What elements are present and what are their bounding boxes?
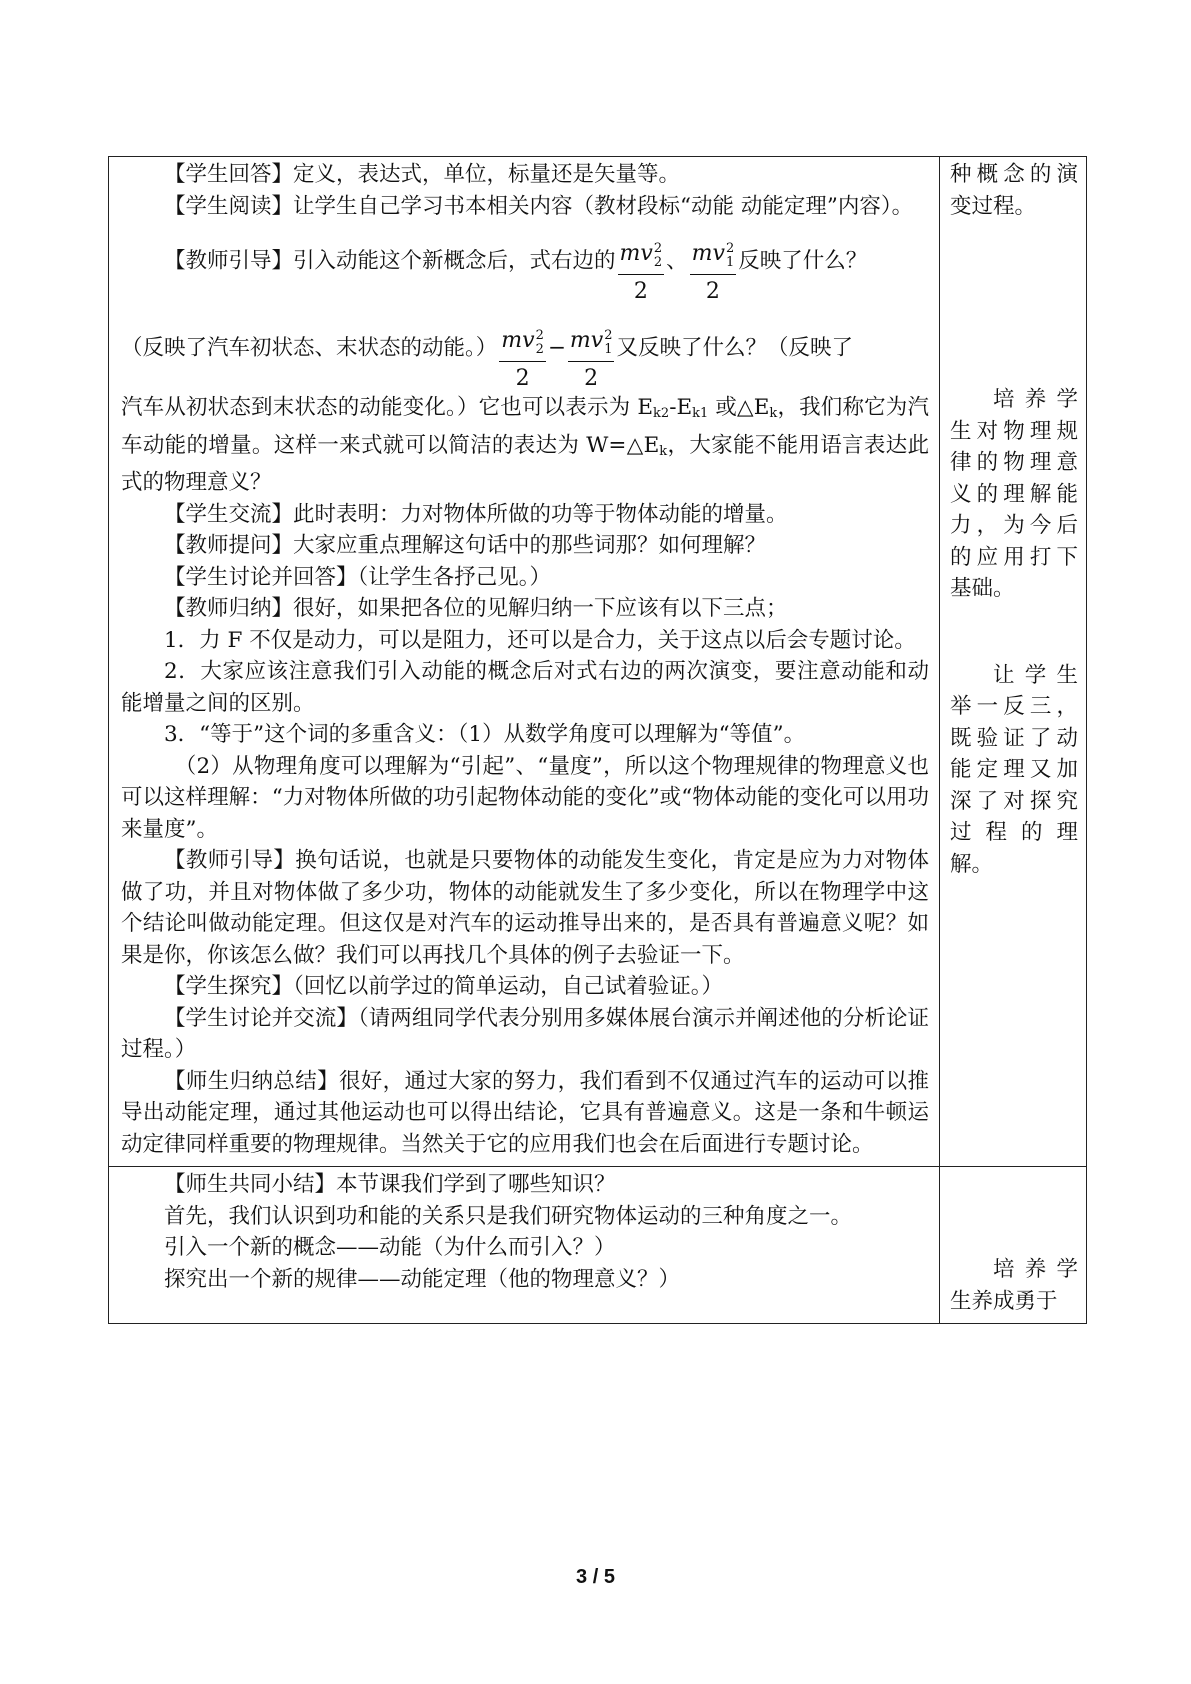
paragraph: 首先，我们认识到功和能的关系只是我们研究物体运动的三种角度之一。 [164,1203,853,1229]
side-note: 培养学生养成勇于 [950,1257,1078,1314]
list-item: 3．“等于”这个词的多重含义：（1）从数学角度可以理解为“等值”。 [164,722,806,747]
summary-cell [109,1167,940,1324]
paragraph: 【学生探究】（回忆以前学过的简单运动，自己试着验证。） [164,974,724,999]
paragraph: 【学生回答】定义，表达式，单位，标量还是矢量等。 [164,162,681,187]
paragraph: 【教师提问】大家应重点理解这句话中的那些词那？如何理解？ [164,533,767,558]
paragraph: 【教师引导】换句话说，也就是只要物体的动能发生变化，肯定是应为力对物体做了功，并且对物体做了多少功，物体的动能就发生了多少变化，所以在物理学中这个结论叫做动能定理。但这仅是对汽车的运动推导出来的，是否具有普遍意义呢？如果是你，你该怎么做？我们可以再找几个具体的例子去验证一下。 [121,848,929,968]
paragraph: 引入一个新的概念——动能（为什么而引入？） [164,1235,616,1260]
paragraph: （2）从物理角度可以理解为“引起”、“量度”，所以这个物理规律的物理意义也可以这样理解：“力对物体所做的功引起物体动能的变化”或“物体动能的变化可以用功来量度”。 [121,753,929,842]
teaching-process-cell [109,157,940,1167]
page-number: 3 / 5 [576,1566,615,1588]
paragraph: 【师生归纳总结】很好，通过大家的努力，我们看到不仅通过汽车的运动可以推导出动能定理，通过其他运动也可以得出结论，它具有普遍意义。这是一条和牛顿运动定律同样重要的物理规律。当然关于它的应用我们也会在后面进行专题讨论。 [121,1068,929,1157]
design-intent-cell [940,1167,1087,1324]
table-row [109,157,1087,1167]
paragraph: 【教师归纳】很好，如果把各位的见解归纳一下应该有以下三点； [164,596,788,621]
side-note: 让学生举一反三，既验证了动能定理又加深了对探究过程的理解。 [950,662,1078,877]
lesson-table [108,156,1087,1324]
fraction-formula: mv 2 1 2 [691,241,735,304]
paragraph-with-formula: 【教师引导】引入动能这个新概念后，式右边的 mv 2 2 2 、 mv 2 1 2 反映了什么？ [164,241,868,304]
design-intent-cell [940,157,1087,1167]
fraction-formula: mv 2 2 2 [619,241,663,304]
list-item: 2．大家应该注意我们引入动能的概念后对式右边的两次演变，要注意动能和动能增量之间的区别。 [121,659,929,716]
paragraph: 探究出一个新的规律——动能定理（他的物理意义？） [164,1266,681,1292]
paragraph: 【学生阅读】让学生自己学习书本相关内容（教材段标“动能 动能定理”内容）。 [164,193,914,219]
paragraph: 【学生交流】此时表明：力对物体所做的功等于物体动能的增量。 [164,501,788,527]
paragraph-with-formula: （反映了汽车初状态、末状态的动能。） mv 2 2 2 − mv 2 1 2 又反映了什么？（反映了 [121,328,853,391]
paragraph: 【学生讨论并交流】（请两组同学代表分别用多媒体展台演示并阐述他的分析论证过程。） [121,1005,929,1062]
paragraph: 【师生共同小结】本节课我们学到了哪些知识？ [164,1172,616,1197]
side-note: 培养学生对物理规律的物理意义的理解能力，为今后的应用打下基础。 [950,387,1078,601]
paragraph: 汽车从初状态到末状态的动能变化。）它也可以表示为 Ek2-Ek1 或△Ek，我们称它为汽车动能的增量。这样一来式就可以简洁的表达为 W=△Ek，大家能不能用语言表达此式的物理意义？ [121,395,929,495]
side-note: 种概念的演变过程。 [950,162,1078,219]
paragraph: 【学生讨论并回答】（让学生各抒己见。） [164,564,552,590]
list-item: 1．力 F 不仅是动力，可以是阻力，还可以是合力，关于这点以后会专题讨论。 [164,627,916,653]
fraction-formula: mv 2 2 2 [501,328,544,391]
table-row [109,1167,1087,1324]
fraction-formula: mv 2 1 2 [569,328,613,391]
